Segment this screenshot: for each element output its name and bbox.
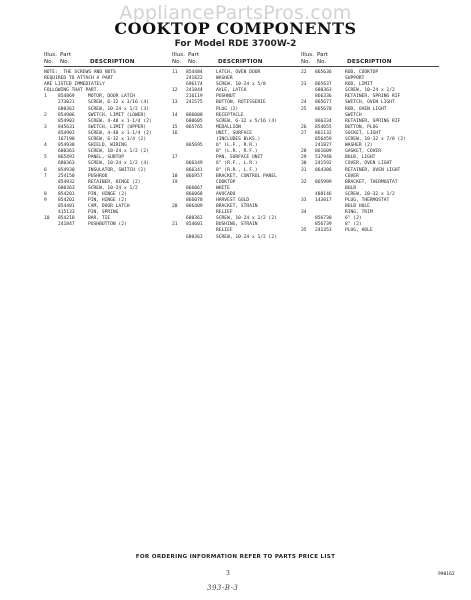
- part-number: 241844: [186, 88, 203, 94]
- part-description: PUSHROD: [88, 173, 108, 179]
- part-header: Part: [317, 52, 329, 58]
- description-header: DESCRIPTION: [90, 59, 135, 65]
- illus-number: 14: [172, 112, 178, 118]
- part-description: SWITCH, LIMIT (LOWER): [88, 112, 147, 118]
- part-number: 854938: [58, 143, 75, 149]
- parts-list: [44, 94, 190, 228]
- part-description: LATCH, OVEN DOOR: [216, 70, 261, 75]
- part-description: BUTTON, PLUG: [345, 124, 379, 130]
- illus-number: 3: [44, 124, 47, 130]
- part-number: 856459: [315, 137, 332, 143]
- part-description: (INCLUDES BLKS.): [216, 137, 261, 143]
- illus-number: 11: [172, 70, 178, 75]
- part-description: 8" (2): [345, 222, 362, 228]
- part-number: 241353: [315, 228, 332, 234]
- header-rule: [44, 66, 182, 67]
- part-description: SUPPORT: [345, 76, 365, 82]
- part-description: AVOCADO: [216, 191, 236, 197]
- part-number: 241827: [315, 143, 332, 149]
- part-number: 866957: [186, 173, 203, 179]
- part-description: BAR, TIE: [88, 216, 111, 222]
- illus-number: 29: [301, 155, 307, 161]
- part-description: PUSHBUTTON (2): [88, 222, 127, 228]
- part-description: AXLE, LATCH: [216, 88, 247, 94]
- part-header: Part: [188, 52, 200, 58]
- part-number: 866349: [186, 161, 203, 167]
- part-description: SOCKET, LIGHT: [345, 130, 381, 136]
- part-number: 696174: [186, 82, 203, 88]
- illus-number: 23: [301, 82, 307, 88]
- part-description: WHITE: [216, 185, 230, 191]
- part-number: 854903: [58, 118, 75, 124]
- part-number: 865695: [186, 143, 203, 149]
- part-description: RETAINER, SPRING RIF: [345, 94, 401, 100]
- part-header: Part: [60, 52, 72, 58]
- part-description: MOTOR, DOOR LATCH: [88, 94, 136, 100]
- part-description: RETAINER, OVEN LIGHT: [345, 167, 401, 173]
- part-number: 680362: [186, 216, 203, 222]
- part-number: 854903: [58, 130, 75, 136]
- part-description: COVER: [345, 173, 359, 179]
- part-number: 845631: [58, 124, 75, 130]
- part-description: 8" (L.R., R.F.): [216, 149, 258, 155]
- part-number: 854932: [58, 179, 75, 185]
- part-description: MEDALLION: [216, 124, 241, 130]
- part-no-header: No.: [60, 59, 70, 65]
- illus-number: 20: [172, 204, 178, 210]
- model-subtitle: For Model RDE 3700W-2: [174, 39, 297, 49]
- illus-number: 21: [172, 222, 178, 228]
- part-number: 865677: [315, 100, 332, 106]
- part-number: 866070: [186, 197, 203, 203]
- illus-number: 1: [44, 94, 47, 100]
- part-number: 241822: [186, 76, 203, 82]
- part-description: PANEL, SUBTOP: [88, 155, 124, 161]
- part-description: COVER, OVEN LIGHT: [345, 161, 393, 167]
- illus-number: 33: [301, 197, 307, 203]
- part-description: SHIELD, WIRING: [88, 143, 127, 149]
- parts-column-3: [301, 52, 447, 235]
- part-description: UNIT, SURFACE: [216, 130, 252, 136]
- illus-number: 9: [44, 197, 47, 203]
- illus-number: 30: [301, 161, 307, 167]
- part-number: 254150: [58, 173, 75, 179]
- part-description: WASHER (2): [345, 143, 373, 149]
- part-number: 854484: [186, 70, 203, 75]
- illus-number: 7: [44, 173, 47, 179]
- parts-column-1: [44, 52, 190, 228]
- part-number: 216119: [186, 94, 203, 100]
- part-description: PLUG, THERMOSTAT: [345, 197, 390, 203]
- part-number: 854481: [58, 204, 75, 210]
- illus-number: 26: [301, 124, 307, 130]
- illus-number: 27: [301, 130, 307, 136]
- part-number: 864386: [315, 167, 332, 173]
- illus-number: 8: [44, 191, 47, 197]
- illus-number: 5: [44, 155, 47, 161]
- part-number: 866067: [186, 185, 203, 191]
- part-description: BRACKET, THERMOSTAT: [345, 179, 398, 185]
- part-description: PIN, HINGE (2): [88, 191, 127, 197]
- part-number: 854202: [58, 197, 75, 203]
- illus-number: 19: [172, 179, 178, 185]
- illus-header: Illus.: [172, 52, 185, 58]
- illus-number: 15: [172, 124, 178, 130]
- part-description: COOKTOP: [216, 179, 236, 185]
- part-description: RETAINER, HINGE (2): [88, 179, 141, 185]
- part-number: 143017: [315, 197, 332, 203]
- part-number: 854906: [58, 112, 75, 118]
- description-header: DESCRIPTION: [218, 59, 263, 65]
- part-description: PLUG, HOLE: [345, 228, 373, 234]
- parts-row: [301, 228, 447, 234]
- part-number: 680363: [58, 161, 75, 167]
- part-number: 680363: [58, 149, 75, 155]
- part-description: HARVEST GOLD: [216, 197, 250, 203]
- ordering-note: FOR ORDERING INFORMATION REFER TO PARTS PRICE LIST: [135, 554, 336, 560]
- part-description: SCREW, 4-40 x 1-1/4 (2): [88, 118, 152, 124]
- part-number: 854218: [58, 216, 75, 222]
- parts-row: [172, 235, 318, 241]
- part-description: BUTTON, ROTISSERIE: [216, 100, 266, 106]
- page-number: 3: [226, 570, 230, 577]
- part-description: GASKET, COVER: [345, 149, 381, 155]
- illus-number: 34: [301, 210, 307, 216]
- part-description: BULB HOLE: [345, 204, 370, 210]
- part-description: SCREW, 10-24 x 5/8: [216, 82, 266, 88]
- part-description: ROD, COOKTOP: [345, 70, 379, 75]
- part-number: 273021: [58, 100, 75, 106]
- parts-row: [44, 222, 190, 228]
- part-number: 241592: [315, 161, 332, 167]
- illus-header: Illus.: [44, 52, 57, 58]
- part-description: CAM, DOOR LATCH: [88, 204, 130, 210]
- part-description: 8" (R.R., L.F.): [216, 167, 258, 173]
- page-title: COOKTOP COMPONENTS: [114, 19, 357, 38]
- part-description: PIN, HINGE (2): [88, 197, 127, 203]
- part-number: 680605: [186, 118, 203, 124]
- description-header: DESCRIPTION: [347, 59, 392, 65]
- part-description: 6" (L.F., R.R.): [216, 143, 258, 149]
- header-rule: [301, 66, 439, 67]
- part-description: ROD, OVEN LIGHT: [345, 106, 387, 112]
- illus-number: 17: [172, 155, 178, 161]
- part-number: 680363: [315, 88, 332, 94]
- part-description: SCREW, 10-24 x 1/2 (2): [216, 234, 277, 240]
- no-header: No.: [301, 59, 311, 65]
- illus-number: 35: [301, 228, 307, 234]
- part-description: PAN, SURFACE UNIT: [216, 155, 264, 161]
- part-description: SWITCH, LIMIT (UPPER): [88, 124, 147, 130]
- part-description: 6" (R.F., L.R.): [216, 161, 258, 167]
- attach-note: NOTE: THE SCREWS AND NUTS REQUIRED TO ATTACH A PART ARE LISTED IMMEDIATELY FOLLOWING THAT PART.: [44, 70, 116, 94]
- parts-list: [301, 70, 447, 235]
- part-number: 861132: [315, 130, 332, 136]
- part-number: 861609: [315, 149, 332, 155]
- illus-number: 24: [301, 100, 307, 106]
- part-number: 167190: [58, 137, 75, 143]
- illus-number: 28: [301, 149, 307, 155]
- part-number: 854869: [58, 94, 75, 100]
- part-description: SCREW, 10-24 x 1/2 (2): [88, 149, 149, 155]
- part-description: RELIEF: [216, 228, 233, 234]
- part-number: 856739: [315, 222, 332, 228]
- no-header: No.: [44, 59, 54, 65]
- part-number: 488146: [315, 191, 332, 197]
- part-description: ROD, LIMIT: [345, 82, 373, 88]
- part-number: 241575: [186, 100, 203, 106]
- part-description: SCREW, 10-24 x 1/2: [88, 185, 138, 191]
- column-header: [44, 52, 190, 70]
- part-number: 680363: [58, 106, 75, 112]
- handwritten-note: 393-B-3: [207, 584, 239, 592]
- part-no-header: No.: [188, 59, 198, 65]
- header-rule: [172, 66, 310, 67]
- illus-number: 13: [172, 100, 178, 106]
- part-number: 865678: [315, 106, 332, 112]
- illus-number: 6: [44, 167, 47, 173]
- illus-number: 22: [301, 70, 307, 75]
- watermark: AppliancePartsPros.com: [119, 2, 352, 24]
- part-description: RETAINER, SPRING RIF: [345, 118, 401, 124]
- part-description: SCREW, 10-24 x 1/2 (2): [216, 216, 277, 222]
- part-number: 866068: [186, 191, 203, 197]
- part-number: 854201: [58, 191, 75, 197]
- column-header: [172, 52, 318, 70]
- illus-number: 16: [172, 130, 178, 136]
- part-number: 537940: [315, 155, 332, 161]
- illus-number: 32: [301, 179, 307, 185]
- part-description: BUSHING, STRAIN: [216, 222, 258, 228]
- part-description: INSULATOR, SWITCH (2): [88, 167, 147, 173]
- illus-number: 4: [44, 143, 47, 149]
- part-number: 866341: [186, 167, 203, 173]
- part-description: BULB: [345, 185, 357, 191]
- parts-list: [172, 70, 318, 241]
- part-number: 866000: [186, 112, 203, 118]
- document-code: 990162: [438, 572, 455, 577]
- part-number: 241847: [58, 222, 75, 228]
- part-description: PUSHNUT: [216, 94, 236, 100]
- part-description: SCREW, 10-32 x 1/2: [345, 191, 395, 197]
- part-description: PLUG (2): [216, 106, 239, 112]
- part-description: SCREW, 10-32 x 7/8 (2): [345, 137, 406, 143]
- part-number: 865636: [315, 70, 332, 75]
- illus-number: 12: [172, 88, 178, 94]
- illus-header: Illus.: [301, 52, 314, 58]
- part-description: BRACKET, CONTROL PANEL: [216, 173, 277, 179]
- illus-number: 10: [44, 216, 50, 222]
- part-description: SWITCH: [345, 112, 362, 118]
- part-description: SCREW, 6-32 x 1/4 (2): [88, 137, 147, 143]
- part-description: RECEPTACLE: [216, 112, 244, 118]
- part-number: 865999: [315, 179, 332, 185]
- illus-number: 2: [44, 112, 47, 118]
- part-number: 854601: [186, 222, 203, 228]
- part-number: 854930: [58, 167, 75, 173]
- part-description: SCREW, 10-24 x 1/2: [345, 88, 395, 94]
- part-number: 866409: [186, 204, 203, 210]
- part-description: RING, TRIM: [345, 210, 373, 216]
- parts-column-2: [172, 52, 318, 241]
- part-number: 865637: [315, 82, 332, 88]
- part-number: 856730: [315, 216, 332, 222]
- part-description: BRACKET, STRAIN: [216, 204, 258, 210]
- part-description: SCREW, 10-24 x 1/2 (3): [88, 106, 149, 112]
- part-number: 854655: [315, 124, 332, 130]
- part-number: 865765: [186, 124, 203, 130]
- part-description: SCREW, 6-32 x 5/16 (4): [216, 118, 277, 124]
- part-description: SCREW, 4-40 x 1-1/4 (2): [88, 130, 152, 136]
- part-description: SCREW, 10-24 x 1/2 (4): [88, 161, 149, 167]
- part-description: WASHER: [216, 76, 233, 82]
- part-number: 865493: [58, 155, 75, 161]
- part-description: PIN, SPRING: [88, 210, 119, 216]
- part-number: 866336: [315, 94, 332, 100]
- illus-number: 31: [301, 167, 307, 173]
- column-header: [301, 52, 447, 70]
- part-description: SCREW, 6-32 x 3/16 (4): [88, 100, 149, 106]
- part-number: 680363: [186, 234, 203, 240]
- part-number: 680363: [58, 185, 75, 191]
- part-description: SWITCH, OVEN LIGHT: [345, 100, 395, 106]
- illus-number: 18: [172, 173, 178, 179]
- illus-number: 25: [301, 106, 307, 112]
- part-description: 6" (2): [345, 216, 362, 222]
- part-number: 415133: [58, 210, 75, 216]
- part-description: BULB, LIGHT: [345, 155, 376, 161]
- part-no-header: No.: [317, 59, 327, 65]
- no-header: No.: [172, 59, 182, 65]
- part-number: 866334: [315, 118, 332, 124]
- part-description: RELIEF: [216, 210, 233, 216]
